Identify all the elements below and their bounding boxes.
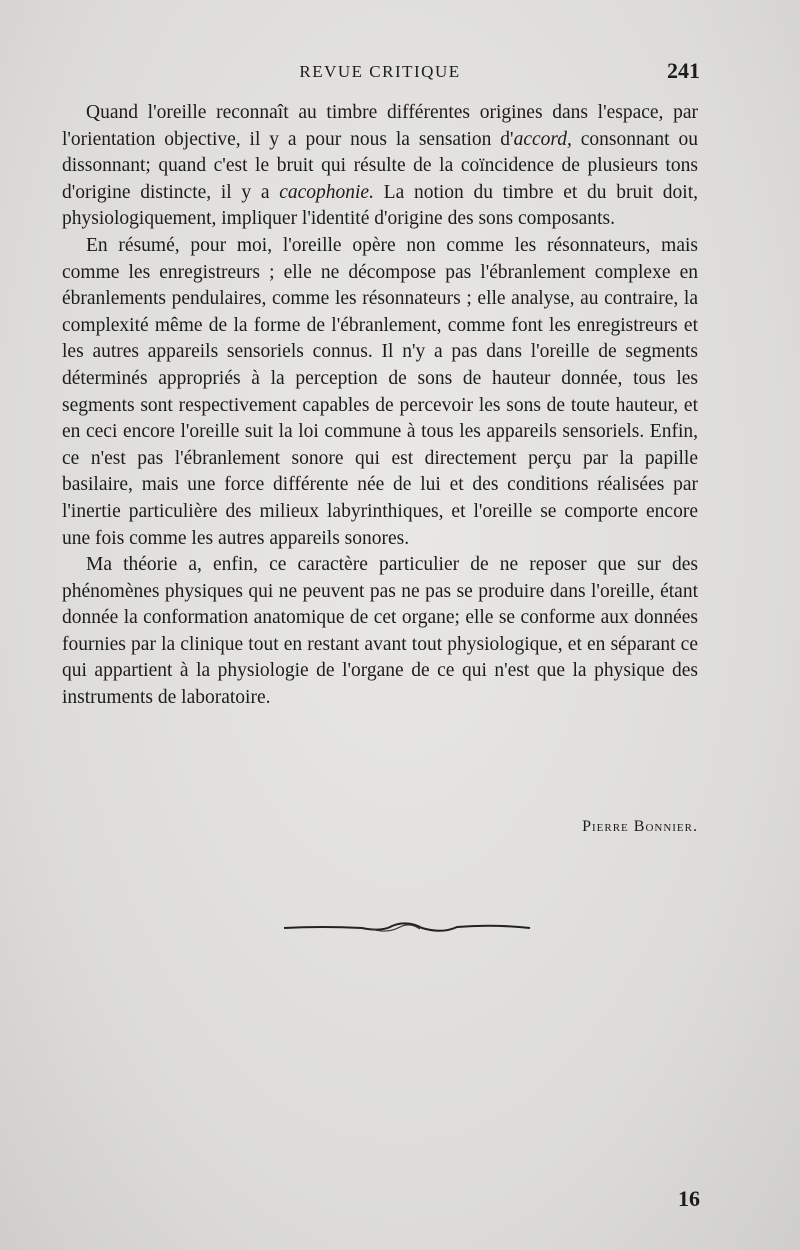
body-text [62, 100, 698, 712]
running-title: REVUE CRITIQUE [299, 62, 461, 81]
page-header [60, 58, 700, 92]
divider-ornament [282, 918, 532, 938]
page-number: 241 [667, 58, 700, 83]
author-signature: Pierre Bonnier. [582, 818, 698, 835]
paragraph-1-middle: consonnant ou dissonnant; quand c'est le bruit qui résulte de la coïncidence de plusieurs tons d'origine distincte, il y a [62, 128, 698, 203]
paragraph-1-start: Quand l'oreille reconnaît au timbre différentes origines dans l'espace, par l'orientation objective, il y a pour nous la sensation d' [62, 102, 698, 150]
paragraph-1 [62, 100, 698, 233]
paragraph-3: Ma théorie a, enfin, ce caractère particulier de ne reposer que sur des phénomènes physiques qui ne peuvent pas ne pas se produire dans l'oreille, étant donnée la conformation anatomique de cet organe; elle se conforme aux données fournies par la clinique tout en restant avant tout physiologique, et en séparant ce qui appartient à la physiologie de l'organe de ce qui n'est que la physique des instruments de laboratoire. [62, 554, 698, 709]
paragraph-2: En résumé, pour moi, l'oreille opère non comme les résonnateurs, mais comme les enregistreurs ; elle ne décompose pas l'ébranlement complexe en ébranlements pendulaires, comme les résonnateurs ; elle analyse, au contraire, la complexité même de la forme de l'ébranlement, comme font les enregistreurs et les autres appareils sensoriels connus. Il n'y a pas dans l'oreille de segments déterminés appropriés à la perception de sons de hauteur donnée, tous les segments sont respectivement capables de percevoir les sons de toute hauteur, et en ceci encore l'oreille suit la loi commune à tous les appareils sensoriels. Enfin, ce n'est pas l'ébranlement sonore qui est directement perçu par la papille basilaire, mais une force différente née de lui et des conditions réalisées par l'inertie particulière des milieux labyrinthiques, et l'oreille se comporte encore une fois comme les autres appareils sonores. [62, 234, 698, 549]
signature-mark: 16 [678, 1186, 700, 1211]
italic-cacophonie: cacophonie. [279, 181, 374, 203]
italic-accord: accord, [513, 128, 572, 150]
paragraph-1-end: La notion du timbre et du bruit doit, physiologiquement, impliquer l'identité d'origine des sons composants. [62, 181, 699, 230]
